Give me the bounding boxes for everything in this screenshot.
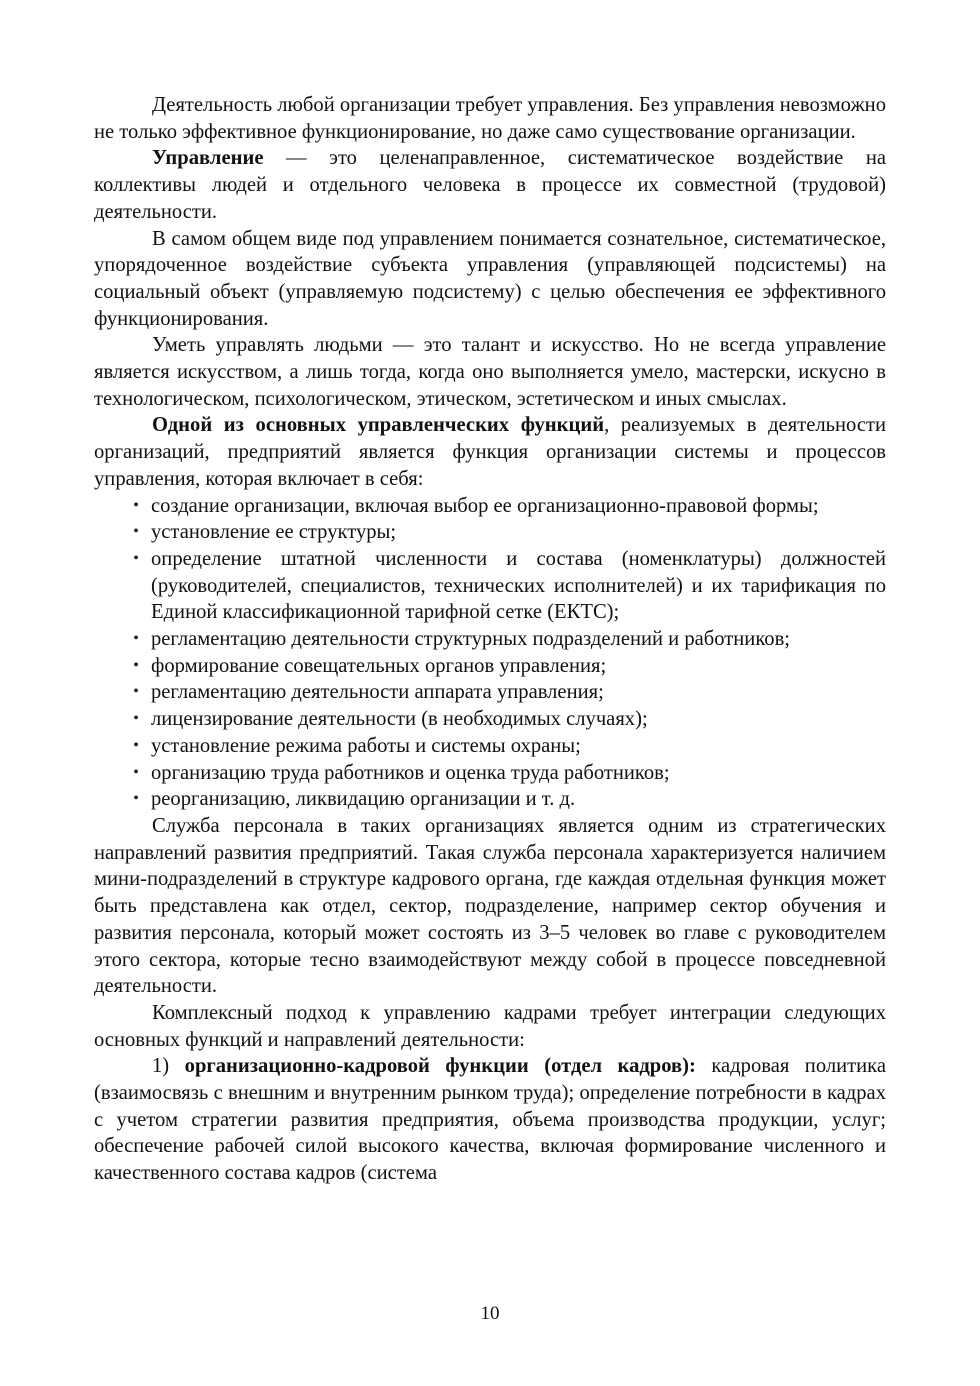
paragraph-intro: Деятельность любой организации требует управления. Без управления невозможно не только эффективное функционирование, но даже само существование организации.: [94, 94, 886, 143]
bullet-icon: •: [133, 523, 139, 541]
list-item-text: установление режима работы и системы охраны;: [151, 734, 581, 757]
list-item: [94, 546, 886, 626]
list-item-text: определение штатной численности и состава (номенклатуры) должностей (руководителей, специалистов, технических исполнителей) и их тарификация по Единой классификационной тарифной сетке (ЕКТС);: [151, 547, 886, 624]
list-item-text: создание организации, включая выбор ее организационно-правовой формы;: [151, 494, 819, 517]
bullet-icon: •: [133, 630, 139, 648]
term-management: Управление: [152, 147, 264, 170]
list-item: [94, 786, 886, 813]
bullet-icon: •: [133, 710, 139, 728]
list-item: [94, 493, 886, 520]
list-item: [94, 653, 886, 680]
bullet-icon: •: [133, 656, 139, 674]
list-item: [94, 679, 886, 706]
paragraph-hr-service: Служба персонала в таких организациях является одним из стратегических направлений развития предприятий. Такая служба персонала характеризуется наличием мини-подразделений в структуре кадрового органа, где каждая отдельная функция может быть представлена как отдел, сектор, подразделение, например сектор обучения и развития персонала, который может состоять из 3–5 человек во главе с руководителем этого сектора, которые тесно взаимодействуют между собой в процессе повседневной деятельности.: [94, 814, 886, 998]
list-item: [94, 733, 886, 760]
list-item-text: лицензирование деятельности (в необходимых случаях);: [151, 708, 648, 731]
item-number: 1): [152, 1055, 185, 1078]
paragraph-function-1: [94, 1053, 886, 1187]
bullet-icon: •: [133, 683, 139, 701]
list-item: [94, 626, 886, 653]
definition-text: — это целенаправленное, систематическое воздействие на коллективы людей и отдельного человека в процессе их совместной (трудовой) деятельности.: [94, 147, 886, 223]
page-number: 10: [480, 1303, 500, 1324]
bullet-icon: •: [133, 736, 139, 754]
paragraph-definition: [94, 145, 886, 225]
list-item-text: реорганизацию, ликвидацию организации и т. д.: [151, 788, 576, 811]
page-body: [94, 92, 886, 1187]
list-item-text: регламентацию деятельности аппарата управления;: [151, 681, 604, 704]
term-main-functions: Одной из основных управленческих функций: [152, 414, 605, 437]
list-item: [94, 519, 886, 546]
list-item: [94, 760, 886, 787]
list-item-text: организацию труда работников и оценка труда работников;: [151, 761, 670, 784]
bullet-icon: •: [133, 763, 139, 781]
list-item-text: формирование совещательных органов управления;: [151, 654, 607, 677]
function-title: организационно-кадровой функции (отдел кадров):: [184, 1055, 696, 1078]
list-item-text: установление ее структуры;: [151, 521, 397, 544]
functions-list: [94, 493, 886, 813]
paragraph-integration: Комплексный подход к управлению кадрами требует интеграции следующих основных функций и направлений деятельности:: [94, 1001, 886, 1051]
paragraph-art: Уметь управлять людьми — это талант и искусство. Но не всегда управление является искусством, а лишь тогда, когда оно выполняется умело, мастерски, искусно в технологическом, психологическом, этическом, эстетическом и иных смыслах.: [94, 334, 886, 410]
bullet-icon: •: [133, 549, 139, 567]
list-item: [94, 706, 886, 733]
functions-text: , реализуемых в деятельности организаций, предприятий является функция организации системы и процессов управления, которая включает в себя:: [94, 414, 887, 490]
list-item-text: регламентацию деятельности структурных подразделений и работников;: [151, 628, 791, 651]
function-text: кадровая политика (взаимосвязь с внешним и внутренним рынком труда); определение потребности в кадрах с учетом стратегии развития предприятия, объема производства продукции, услуг; обеспечение рабочей силой высокого качества, включая формирование численного и качественного состава кадров (система: [94, 1055, 886, 1185]
paragraph-functions: [94, 412, 886, 492]
bullet-icon: •: [133, 496, 139, 514]
bullet-icon: •: [133, 790, 139, 808]
paragraph-general: В самом общем виде под управлением понимается сознательное, систематическое, упорядоченное воздействие субъекта управления (управляющей подсистемы) на социальный объект (управляемую подсистему) с целью обеспечения ее эффективного функционирования.: [94, 227, 886, 330]
